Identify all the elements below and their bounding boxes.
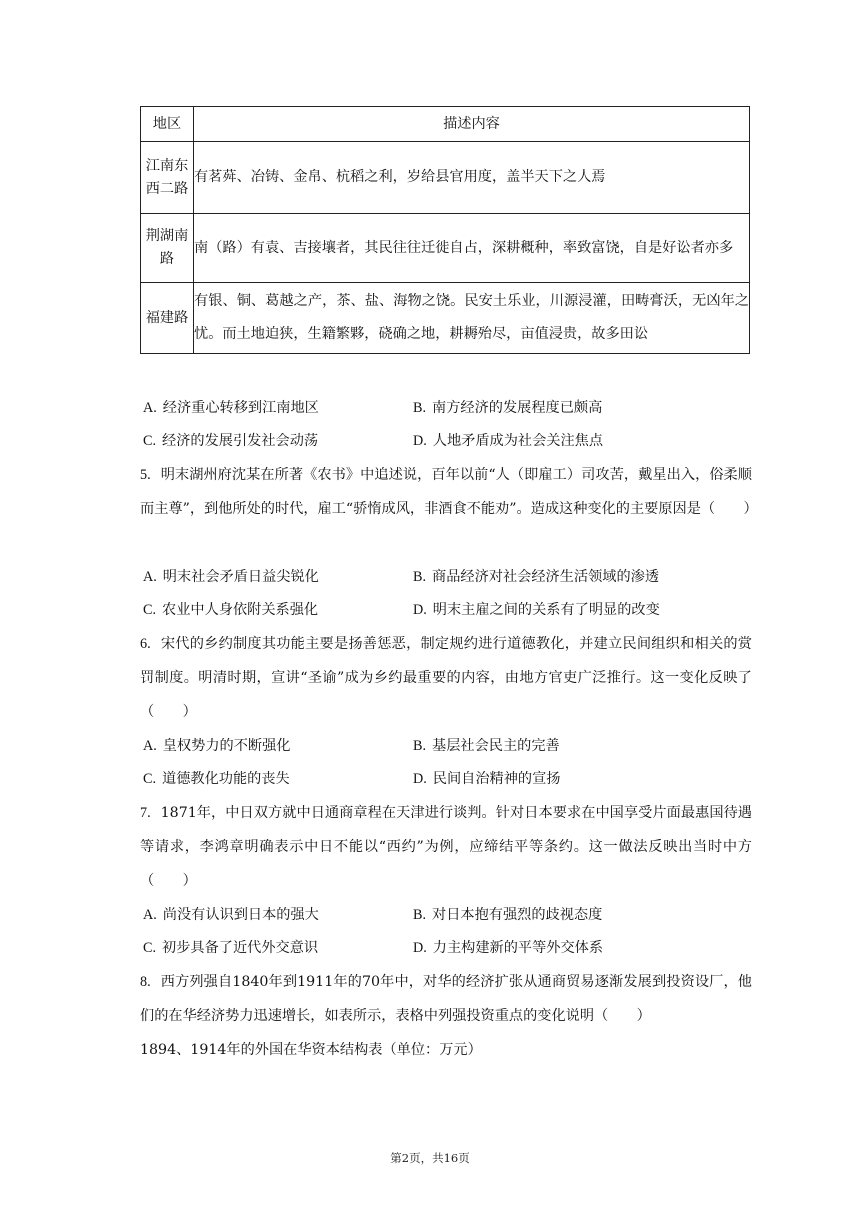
question-8: 8. 西方列强自1840年到1911年的70年中，对华的经济扩张从通商贸易逐渐发展到投资设厂，他们的在华经济势力迅速增长，如表所示，表格中列强投资重点的变化说明（ ）: [140, 974, 752, 1024]
table-row: [141, 214, 750, 283]
question-6: 6. 宋代的乡约制度其功能主要是扬善惩恶，制定规约进行道德教化，并建立民间组织和相关的赏罚制度。明清时期，宣讲“圣谕”成为乡约最重要的内容，由地方官吏广泛推行。这一变化反映了（ ）: [140, 636, 752, 720]
table-cell-desc: 有茗荈、冶铸、金帛、杭稻之利，岁给县官用度，盖半天下之人焉: [194, 142, 750, 214]
page-footer: 第2页，共16页: [390, 1151, 470, 1165]
question-5: 5. 明末湖州府沈某在所著《农书》中追述说，百年以前“人（即雇工）司攻苦，戴星出入，俗柔顺而主尊”，到他所处的时代，雇工“骄惰成风，非酒食不能劝”。造成这种变化的主要原因是（ ）: [140, 467, 758, 517]
option-d[interactable]: D. 民间自治精神的宣扬: [413, 771, 561, 787]
option-a[interactable]: A. 皇权势力的不断强化: [143, 738, 291, 754]
question-7: 7. 1871年，中日双方就中日通商章程在天津进行谈判。针对日本要求在中国享受片面最惠国待遇等请求，李鸿章明确表示中日不能以“西约”为例，应缔结平等条约。这一做法反映出当时中方（ ）: [140, 805, 752, 889]
table-cell-desc: 南（路）有袁、吉接壤者，其民往往迁徙自占，深耕穊种，率致富饶，自是好讼者亦多: [194, 214, 750, 283]
option-a[interactable]: A. 明末社会矛盾日益尖锐化: [143, 569, 319, 585]
option-d[interactable]: D. 明末主雇之间的关系有了明显的改变: [413, 602, 660, 618]
table-cell-region: 荆湖南 路: [141, 214, 194, 283]
option-b[interactable]: B. 商品经济对社会经济生活领域的渗透: [413, 569, 660, 585]
option-a[interactable]: A. 经济重心转移到江南地区: [143, 400, 319, 416]
question-6-text: 宋代的乡约制度其功能主要是扬善惩恶，制定规约进行道德教化，并建立民间组织和相关的赏罚制度。明清时期，宣讲“圣谕”成为乡约最重要的内容，由地方官吏广泛推行。这一变化反映了（ ）: [140, 636, 752, 720]
option-c[interactable]: C. 初步具备了近代外交意识: [143, 940, 319, 956]
question-8-text: 西方列强自1840年到1911年的70年中，对华的经济扩张从通商贸易逐渐发展到投资设厂，他们的在华经济势力迅速增长，如表所示，表格中列强投资重点的变化说明（ ）: [140, 974, 752, 1024]
option-c[interactable]: C. 农业中人身依附关系强化: [143, 602, 319, 618]
table-header-region: 地区: [141, 107, 194, 142]
table-cell-region: 江南东 西二路: [141, 142, 194, 214]
table-header-desc: 描述内容: [194, 107, 750, 142]
option-b[interactable]: B. 南方经济的发展程度已颇高: [413, 400, 603, 416]
question-5-text: 明末湖州府沈某在所著《农书》中追述说，百年以前“人（即雇工）司攻苦，戴星出入，俗柔顺而主尊”，到他所处的时代，雇工“骄惰成风，非酒食不能劝”。造成这种变化的主要原因是（ ）: [140, 467, 758, 517]
option-d[interactable]: D. 力主构建新的平等外交体系: [413, 940, 604, 956]
table-cell-region: 福建路: [141, 283, 194, 354]
option-c[interactable]: C. 经济的发展引发社会动荡: [143, 433, 319, 449]
table-cell-desc: 有银、铜、葛越之产，茶、盐、海物之饶。民安土乐业，川源浸灌，田畴膏沃，无凶年之忧。而土地迫狭，生籍繁夥，硗确之地，耕耨殆尽，亩值浸贵，故多田讼: [194, 283, 750, 354]
table-row: [141, 142, 750, 214]
table-row: [141, 283, 750, 354]
option-c[interactable]: C. 道德教化功能的丧失: [143, 771, 290, 787]
table-header-row: [141, 107, 750, 142]
table-caption: 1894、1914年的外国在华资本结构表（单位：万元）: [140, 1042, 482, 1058]
option-b[interactable]: B. 基层社会民主的完善: [413, 738, 560, 754]
option-a[interactable]: A. 尚没有认识到日本的强大: [143, 907, 319, 923]
option-b[interactable]: B. 对日本抱有强烈的歧视态度: [413, 907, 603, 923]
question-7-text: 1871年，中日双方就中日通商章程在天津进行谈判。针对日本要求在中国享受片面最惠国待遇等请求，李鸿章明确表示中日不能以“西约”为例，应缔结平等条约。这一做法反映出当时中方（ ）: [140, 805, 752, 889]
region-description-table: [140, 106, 750, 354]
option-d[interactable]: D. 人地矛盾成为社会关注焦点: [413, 433, 604, 449]
